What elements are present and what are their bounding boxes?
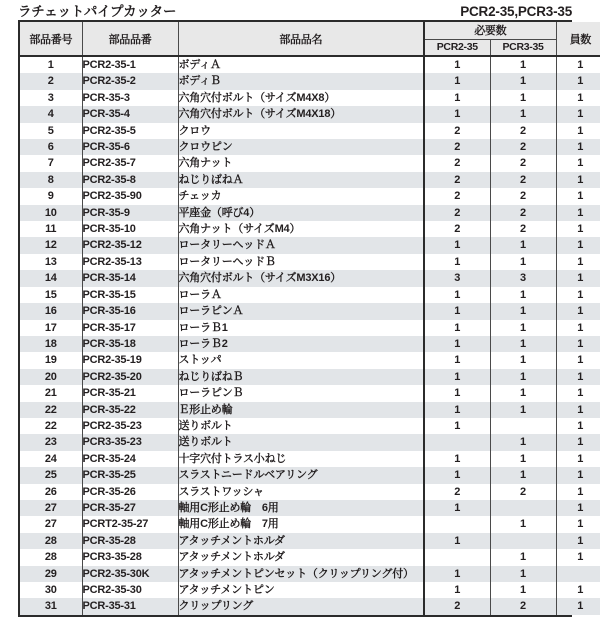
cell-part-code: PCR-35-25 [82,467,178,483]
table-row [20,270,600,286]
cell-part-code: PCR-35-15 [82,287,178,303]
cell-quantity: 1 [556,467,600,483]
cell-part-code: PCRT2-35-27 [82,516,178,532]
cell-part-no: 25 [20,467,82,483]
cell-required-pcr2-35: 1 [424,418,490,434]
page-title: ラチェットパイプカッター [18,4,177,19]
cell-part-no: 5 [20,123,82,139]
cell-part-no: 4 [20,106,82,122]
cell-quantity: 1 [556,139,600,155]
cell-part-no: 12 [20,237,82,253]
cell-quantity: 1 [556,598,600,614]
cell-part-no: 19 [20,352,82,368]
cell-quantity: 1 [556,549,600,565]
table-row [20,516,600,532]
cell-required-pcr2-35: 1 [424,533,490,549]
cell-part-no: 20 [20,369,82,385]
cell-required-pcr2-35: 1 [424,320,490,336]
cell-required-pcr3-35: 1 [490,582,556,598]
cell-part-no: 27 [20,516,82,532]
cell-quantity: 1 [556,402,600,418]
cell-part-code: PCR2-35-19 [82,352,178,368]
cell-part-no: 14 [20,270,82,286]
cell-required-pcr2-35: 2 [424,172,490,188]
cell-part-code: PCR2-35-13 [82,254,178,270]
cell-required-pcr3-35: 1 [490,320,556,336]
cell-part-code: PCR-35-3 [82,90,178,106]
cell-part-name: 六角ナット [178,155,424,171]
table-row [20,172,600,188]
cell-required-pcr3-35 [490,418,556,434]
table-row [20,467,600,483]
cell-part-name: チェッカ [178,188,424,204]
cell-required-pcr3-35: 1 [490,303,556,319]
table-row [20,451,600,467]
cell-quantity: 1 [556,106,600,122]
cell-quantity: 1 [556,56,600,73]
table-row [20,434,600,450]
cell-part-code: PCR-35-18 [82,336,178,352]
cell-required-pcr3-35: 1 [490,385,556,401]
cell-part-code: PCR2-35-30 [82,582,178,598]
cell-required-pcr3-35: 2 [490,221,556,237]
cell-part-name: 六角穴付ボルト（サイズM3X16） [178,270,424,286]
cell-required-pcr3-35: 1 [490,434,556,450]
cell-quantity: 1 [556,270,600,286]
cell-quantity: 1 [556,516,600,532]
cell-required-pcr2-35: 1 [424,402,490,418]
cell-required-pcr3-35: 1 [490,467,556,483]
table-row [20,73,600,89]
cell-part-name: 平座金（呼び4） [178,205,424,221]
table-row [20,336,600,352]
cell-part-no: 2 [20,73,82,89]
cell-part-no: 23 [20,434,82,450]
table-row [20,320,600,336]
cell-required-pcr2-35: 2 [424,598,490,614]
cell-quantity: 1 [556,123,600,139]
table-row [20,90,600,106]
column-header-required-pcr3-35: PCR3-35 [490,39,556,56]
table-row [20,533,600,549]
cell-part-name: ボディＡ [178,56,424,73]
cell-quantity: 1 [556,287,600,303]
cell-quantity: 1 [556,352,600,368]
cell-part-no: 8 [20,172,82,188]
table-row [20,598,600,614]
table-row [20,237,600,253]
cell-quantity: 1 [556,418,600,434]
cell-part-code: PCR-35-10 [82,221,178,237]
cell-part-code: PCR2-35-12 [82,237,178,253]
table-row [20,254,600,270]
cell-required-pcr3-35: 1 [490,56,556,73]
table-row [20,221,600,237]
table-row [20,56,600,73]
cell-part-code: PCR2-35-2 [82,73,178,89]
cell-quantity: 1 [556,500,600,516]
cell-required-pcr2-35: 2 [424,188,490,204]
cell-required-pcr2-35: 2 [424,155,490,171]
cell-required-pcr3-35: 1 [490,451,556,467]
table-row [20,484,600,500]
cell-part-code: PCR-35-27 [82,500,178,516]
cell-part-name: 軸用C形止め輪 7用 [178,516,424,532]
column-header-required-group: 必要数 [424,22,556,39]
cell-required-pcr3-35: 1 [490,352,556,368]
cell-quantity: 1 [556,172,600,188]
table-row [20,566,600,582]
parts-table-container [18,20,591,617]
cell-part-no: 22 [20,402,82,418]
cell-quantity: 1 [556,188,600,204]
cell-required-pcr3-35: 2 [490,188,556,204]
cell-required-pcr3-35: 1 [490,516,556,532]
cell-required-pcr3-35: 2 [490,155,556,171]
cell-part-code: PCR2-35-7 [82,155,178,171]
cell-part-no: 1 [20,56,82,73]
cell-part-code: PCR-35-14 [82,270,178,286]
cell-part-name: クロウ [178,123,424,139]
cell-part-no: 18 [20,336,82,352]
cell-part-name: 送りボルト [178,418,424,434]
cell-quantity: 1 [556,533,600,549]
model-designation: PCR2-35,PCR3-35 [460,4,572,19]
cell-required-pcr2-35: 2 [424,139,490,155]
cell-part-no: 28 [20,533,82,549]
cell-required-pcr2-35 [424,434,490,450]
cell-part-name: ロータリーヘッドＢ [178,254,424,270]
cell-part-no: 17 [20,320,82,336]
table-row [20,352,600,368]
cell-quantity [556,566,600,582]
cell-part-name: ローラＢ1 [178,320,424,336]
cell-required-pcr3-35: 2 [490,484,556,500]
cell-required-pcr3-35 [490,500,556,516]
cell-part-code: PCR2-35-30K [82,566,178,582]
cell-part-name: ローラピンＢ [178,385,424,401]
cell-required-pcr2-35: 2 [424,484,490,500]
cell-part-code: PCR-35-9 [82,205,178,221]
cell-required-pcr3-35: 2 [490,123,556,139]
cell-quantity: 1 [556,303,600,319]
cell-part-code: PCR-35-28 [82,533,178,549]
cell-part-name: 十字穴付トラス小ねじ [178,451,424,467]
cell-part-no: 24 [20,451,82,467]
cell-part-code: PCR-35-21 [82,385,178,401]
table-row [20,402,600,418]
cell-quantity: 1 [556,320,600,336]
cell-required-pcr2-35: 1 [424,582,490,598]
table-row [20,139,600,155]
table-row [20,205,600,221]
cell-part-name: 六角ナット（サイズM4） [178,221,424,237]
cell-required-pcr3-35: 1 [490,402,556,418]
cell-required-pcr3-35: 1 [490,237,556,253]
cell-part-code: PCR2-35-8 [82,172,178,188]
cell-part-name: アタッチメントピン [178,582,424,598]
cell-required-pcr2-35: 1 [424,303,490,319]
cell-part-no: 27 [20,500,82,516]
cell-required-pcr3-35: 1 [490,336,556,352]
cell-part-no: 30 [20,582,82,598]
cell-part-name: ローラピンＡ [178,303,424,319]
parts-table [20,22,600,615]
table-row [20,385,600,401]
cell-part-code: PCR-35-26 [82,484,178,500]
table-row [20,582,600,598]
cell-part-code: PCR-35-16 [82,303,178,319]
cell-required-pcr3-35: 1 [490,254,556,270]
cell-part-code: PCR-35-22 [82,402,178,418]
cell-required-pcr3-35: 1 [490,90,556,106]
column-header-part-code: 部品品番 [82,22,178,56]
cell-part-code: PCR2-35-1 [82,56,178,73]
cell-part-no: 22 [20,418,82,434]
cell-part-name: ローラＢ2 [178,336,424,352]
table-row [20,106,600,122]
cell-required-pcr2-35: 1 [424,56,490,73]
cell-required-pcr3-35: 1 [490,287,556,303]
cell-required-pcr3-35: 2 [490,172,556,188]
table-row [20,188,600,204]
column-header-part-no: 部品番号 [20,22,82,56]
table-row [20,369,600,385]
cell-part-name: ねじりばねＡ [178,172,424,188]
cell-part-no: 28 [20,549,82,565]
cell-part-name: 六角穴付ボルト（サイズM4X8） [178,90,424,106]
cell-required-pcr2-35: 1 [424,237,490,253]
cell-part-code: PCR-35-24 [82,451,178,467]
cell-required-pcr3-35: 2 [490,205,556,221]
cell-part-name: ボディＢ [178,73,424,89]
cell-part-no: 31 [20,598,82,614]
cell-part-code: PCR3-35-23 [82,434,178,450]
cell-part-no: 9 [20,188,82,204]
table-row [20,549,600,565]
cell-part-name: スラストニードルベアリング [178,467,424,483]
cell-required-pcr2-35: 1 [424,254,490,270]
cell-required-pcr2-35 [424,516,490,532]
cell-part-code: PCR2-35-90 [82,188,178,204]
cell-part-no: 16 [20,303,82,319]
cell-required-pcr2-35: 1 [424,352,490,368]
cell-required-pcr2-35: 1 [424,369,490,385]
column-header-required-pcr2-35: PCR2-35 [424,39,490,56]
cell-required-pcr2-35: 2 [424,123,490,139]
cell-part-code: PCR3-35-28 [82,549,178,565]
table-row [20,500,600,516]
cell-required-pcr3-35: 1 [490,549,556,565]
cell-required-pcr2-35: 1 [424,385,490,401]
cell-part-name: Ｅ形止め輪 [178,402,424,418]
cell-required-pcr2-35: 2 [424,221,490,237]
cell-required-pcr2-35: 1 [424,106,490,122]
cell-part-no: 15 [20,287,82,303]
cell-required-pcr2-35: 1 [424,566,490,582]
cell-part-no: 6 [20,139,82,155]
cell-part-no: 21 [20,385,82,401]
cell-required-pcr3-35: 1 [490,106,556,122]
table-row [20,155,600,171]
cell-part-no: 26 [20,484,82,500]
cell-part-name: ストッパ [178,352,424,368]
cell-required-pcr2-35: 2 [424,205,490,221]
table-body [20,56,600,615]
table-row [20,287,600,303]
cell-quantity: 1 [556,385,600,401]
cell-quantity: 1 [556,434,600,450]
cell-part-name: クリップリング [178,598,424,614]
table-row [20,123,600,139]
cell-part-name: ローラＡ [178,287,424,303]
cell-required-pcr2-35: 1 [424,73,490,89]
cell-part-code: PCR-35-17 [82,320,178,336]
cell-part-name: アタッチメントピンセット（クリップリング付） [178,566,424,582]
cell-required-pcr3-35: 1 [490,369,556,385]
table-header [20,22,600,56]
table-row [20,303,600,319]
cell-part-code: PCR-35-4 [82,106,178,122]
cell-quantity: 1 [556,205,600,221]
cell-required-pcr3-35: 1 [490,73,556,89]
table-row [20,418,600,434]
cell-required-pcr2-35: 1 [424,467,490,483]
cell-part-code: PCR2-35-23 [82,418,178,434]
cell-part-no: 11 [20,221,82,237]
cell-required-pcr3-35: 1 [490,566,556,582]
cell-required-pcr2-35 [424,549,490,565]
document-header [18,0,572,19]
cell-required-pcr2-35: 1 [424,287,490,303]
cell-part-no: 10 [20,205,82,221]
cell-quantity: 1 [556,254,600,270]
cell-part-name: ねじりばねＢ [178,369,424,385]
cell-part-name: スラストワッシャ [178,484,424,500]
cell-required-pcr3-35: 2 [490,598,556,614]
cell-quantity: 1 [556,484,600,500]
cell-part-code: PCR-35-6 [82,139,178,155]
cell-quantity: 1 [556,73,600,89]
cell-part-name: 送りボルト [178,434,424,450]
cell-part-code: PCR2-35-20 [82,369,178,385]
cell-quantity: 1 [556,582,600,598]
cell-part-name: クロウピン [178,139,424,155]
cell-part-name: アタッチメントホルダ [178,549,424,565]
cell-required-pcr2-35: 3 [424,270,490,286]
cell-part-name: 六角穴付ボルト（サイズM4X18） [178,106,424,122]
cell-part-no: 3 [20,90,82,106]
cell-part-no: 13 [20,254,82,270]
cell-part-name: アタッチメントホルダ [178,533,424,549]
cell-part-no: 7 [20,155,82,171]
cell-required-pcr2-35: 1 [424,500,490,516]
cell-quantity: 1 [556,155,600,171]
cell-required-pcr2-35: 1 [424,451,490,467]
cell-part-name: ロータリーヘッドＡ [178,237,424,253]
table-header-row-top [20,22,600,39]
cell-quantity: 1 [556,451,600,467]
cell-required-pcr3-35: 2 [490,139,556,155]
cell-part-name: 軸用C形止め輪 6用 [178,500,424,516]
cell-part-code: PCR2-35-5 [82,123,178,139]
column-header-part-name: 部品品名 [178,22,424,56]
cell-quantity: 1 [556,90,600,106]
cell-part-no: 29 [20,566,82,582]
cell-quantity: 1 [556,221,600,237]
cell-required-pcr3-35: 3 [490,270,556,286]
cell-quantity: 1 [556,336,600,352]
cell-required-pcr2-35: 1 [424,336,490,352]
column-header-quantity: 員数 [556,22,600,56]
cell-required-pcr3-35 [490,533,556,549]
cell-required-pcr2-35: 1 [424,90,490,106]
cell-quantity: 1 [556,237,600,253]
cell-part-code: PCR-35-31 [82,598,178,614]
cell-quantity: 1 [556,369,600,385]
